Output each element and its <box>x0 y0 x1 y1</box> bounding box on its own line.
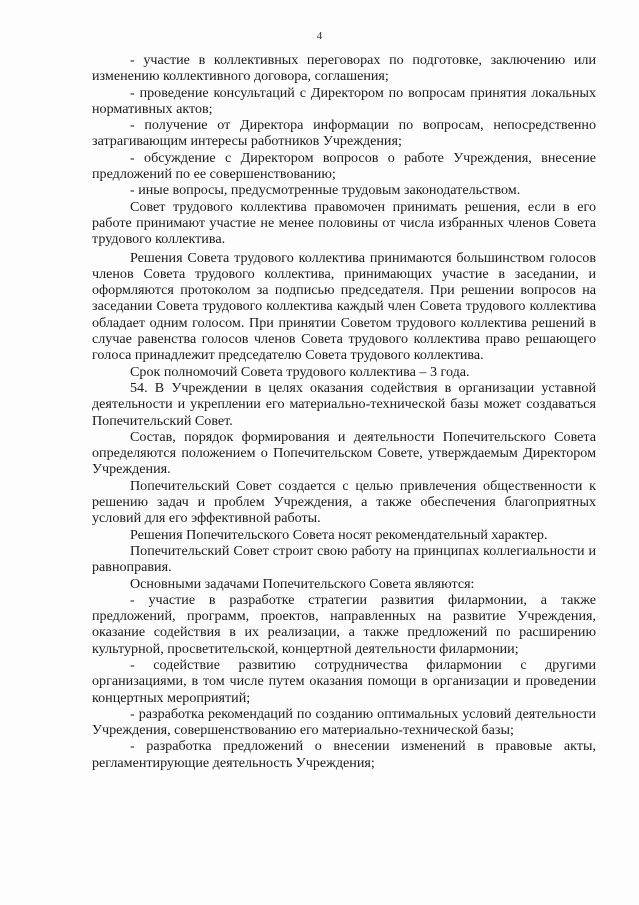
document-body <box>92 52 596 771</box>
paragraph-quorum: Совет трудового коллектива правомочен принимать решения, если в его работе принимают участие не менее половины от числа избранных членов Совета трудового коллектива. <box>92 198 596 248</box>
paragraph-consultations: - проведение консультаций с Директором по вопросам принятия локальных нормативных актов; <box>92 84 596 117</box>
paragraph-principles: Попечительский Совет строит свою работу на принципах коллегиальности и равноправия. <box>92 542 596 576</box>
paragraph-clause-54: 54. В Учреждении в целях оказания содействия в организации уставной деятельности и укреплении его материально-технической базы может создаваться Попечительский Совет. <box>92 379 596 429</box>
paragraph-information: - получение от Директора информации по вопросам, непосредственно затрагивающим интересы работников Учреждения; <box>92 117 596 150</box>
paragraph-recommendations: Решения Попечительского Совета носят рекомендательный характер. <box>130 526 548 543</box>
paragraph-decisions: Решения Совета трудового коллектива принимаются большинством голосов членов Совета трудового коллектива, принимающих участие в заседании, и оформляются протоколом за подписью председателя. При решении вопросов на заседании Совета трудового коллектива каждый член Совета трудового коллектива обладает одним голосом. При принятии Советом трудового коллектива решений в случае равенства голосов членов Совета трудового коллектива право решающего голоса принадлежит председателю Совета трудового коллектива. <box>92 249 596 364</box>
paragraph-discussion: - обсуждение с Директором вопросов о работе Учреждения, внесение предложений по ее совершенствованию; <box>92 149 596 183</box>
paragraph-term: Срок полномочий Совета трудового коллектива – 3 года. <box>130 363 470 380</box>
page-number: 4 <box>316 30 323 42</box>
paragraph-legal-acts: - разработка предложений о внесении изменений в правовые акты, регламентирующие деятельность Учреждения; <box>92 738 596 771</box>
paragraph-cooperation: - содействие развитию сотрудничества филармонии с другими организациями, в том числе путем оказания помощи в организации и проведении концертных мероприятий; <box>92 656 596 706</box>
paragraph-main-tasks: Основными задачами Попечительского Совета являются: <box>130 575 475 592</box>
paragraph-collective-bargaining: - участие в коллективных переговорах по подготовке, заключению или изменению коллективного договора, соглашения; <box>92 52 596 85</box>
paragraph-purpose: Попечительский Совет создается с целью привлечения общественности к решению задач и проблем Учреждения, а также обеспечения благоприятных условий для его эффективной работы. <box>92 477 596 527</box>
paragraph-composition: Состав, порядок формирования и деятельности Попечительского Совета определяются положением о Попечительском Совете, утверждаемым Директором Учреждения. <box>92 428 596 478</box>
paragraph-other-issues: - иные вопросы, предусмотренные трудовым законодательством. <box>130 182 521 199</box>
paragraph-strategy: - участие в разработке стратегии развития филармонии, а также предложений, программ, проектов, направленных на развитие Учреждения, оказание содействия в их реализации, а также предложений по расширению культурной, просветительской, концертной деятельности филармонии; <box>92 591 596 657</box>
paragraph-optimal-conditions: - разработка рекомендаций по созданию оптимальных условий деятельности Учреждения, совершенствованию его материально-технической базы; <box>92 705 596 739</box>
